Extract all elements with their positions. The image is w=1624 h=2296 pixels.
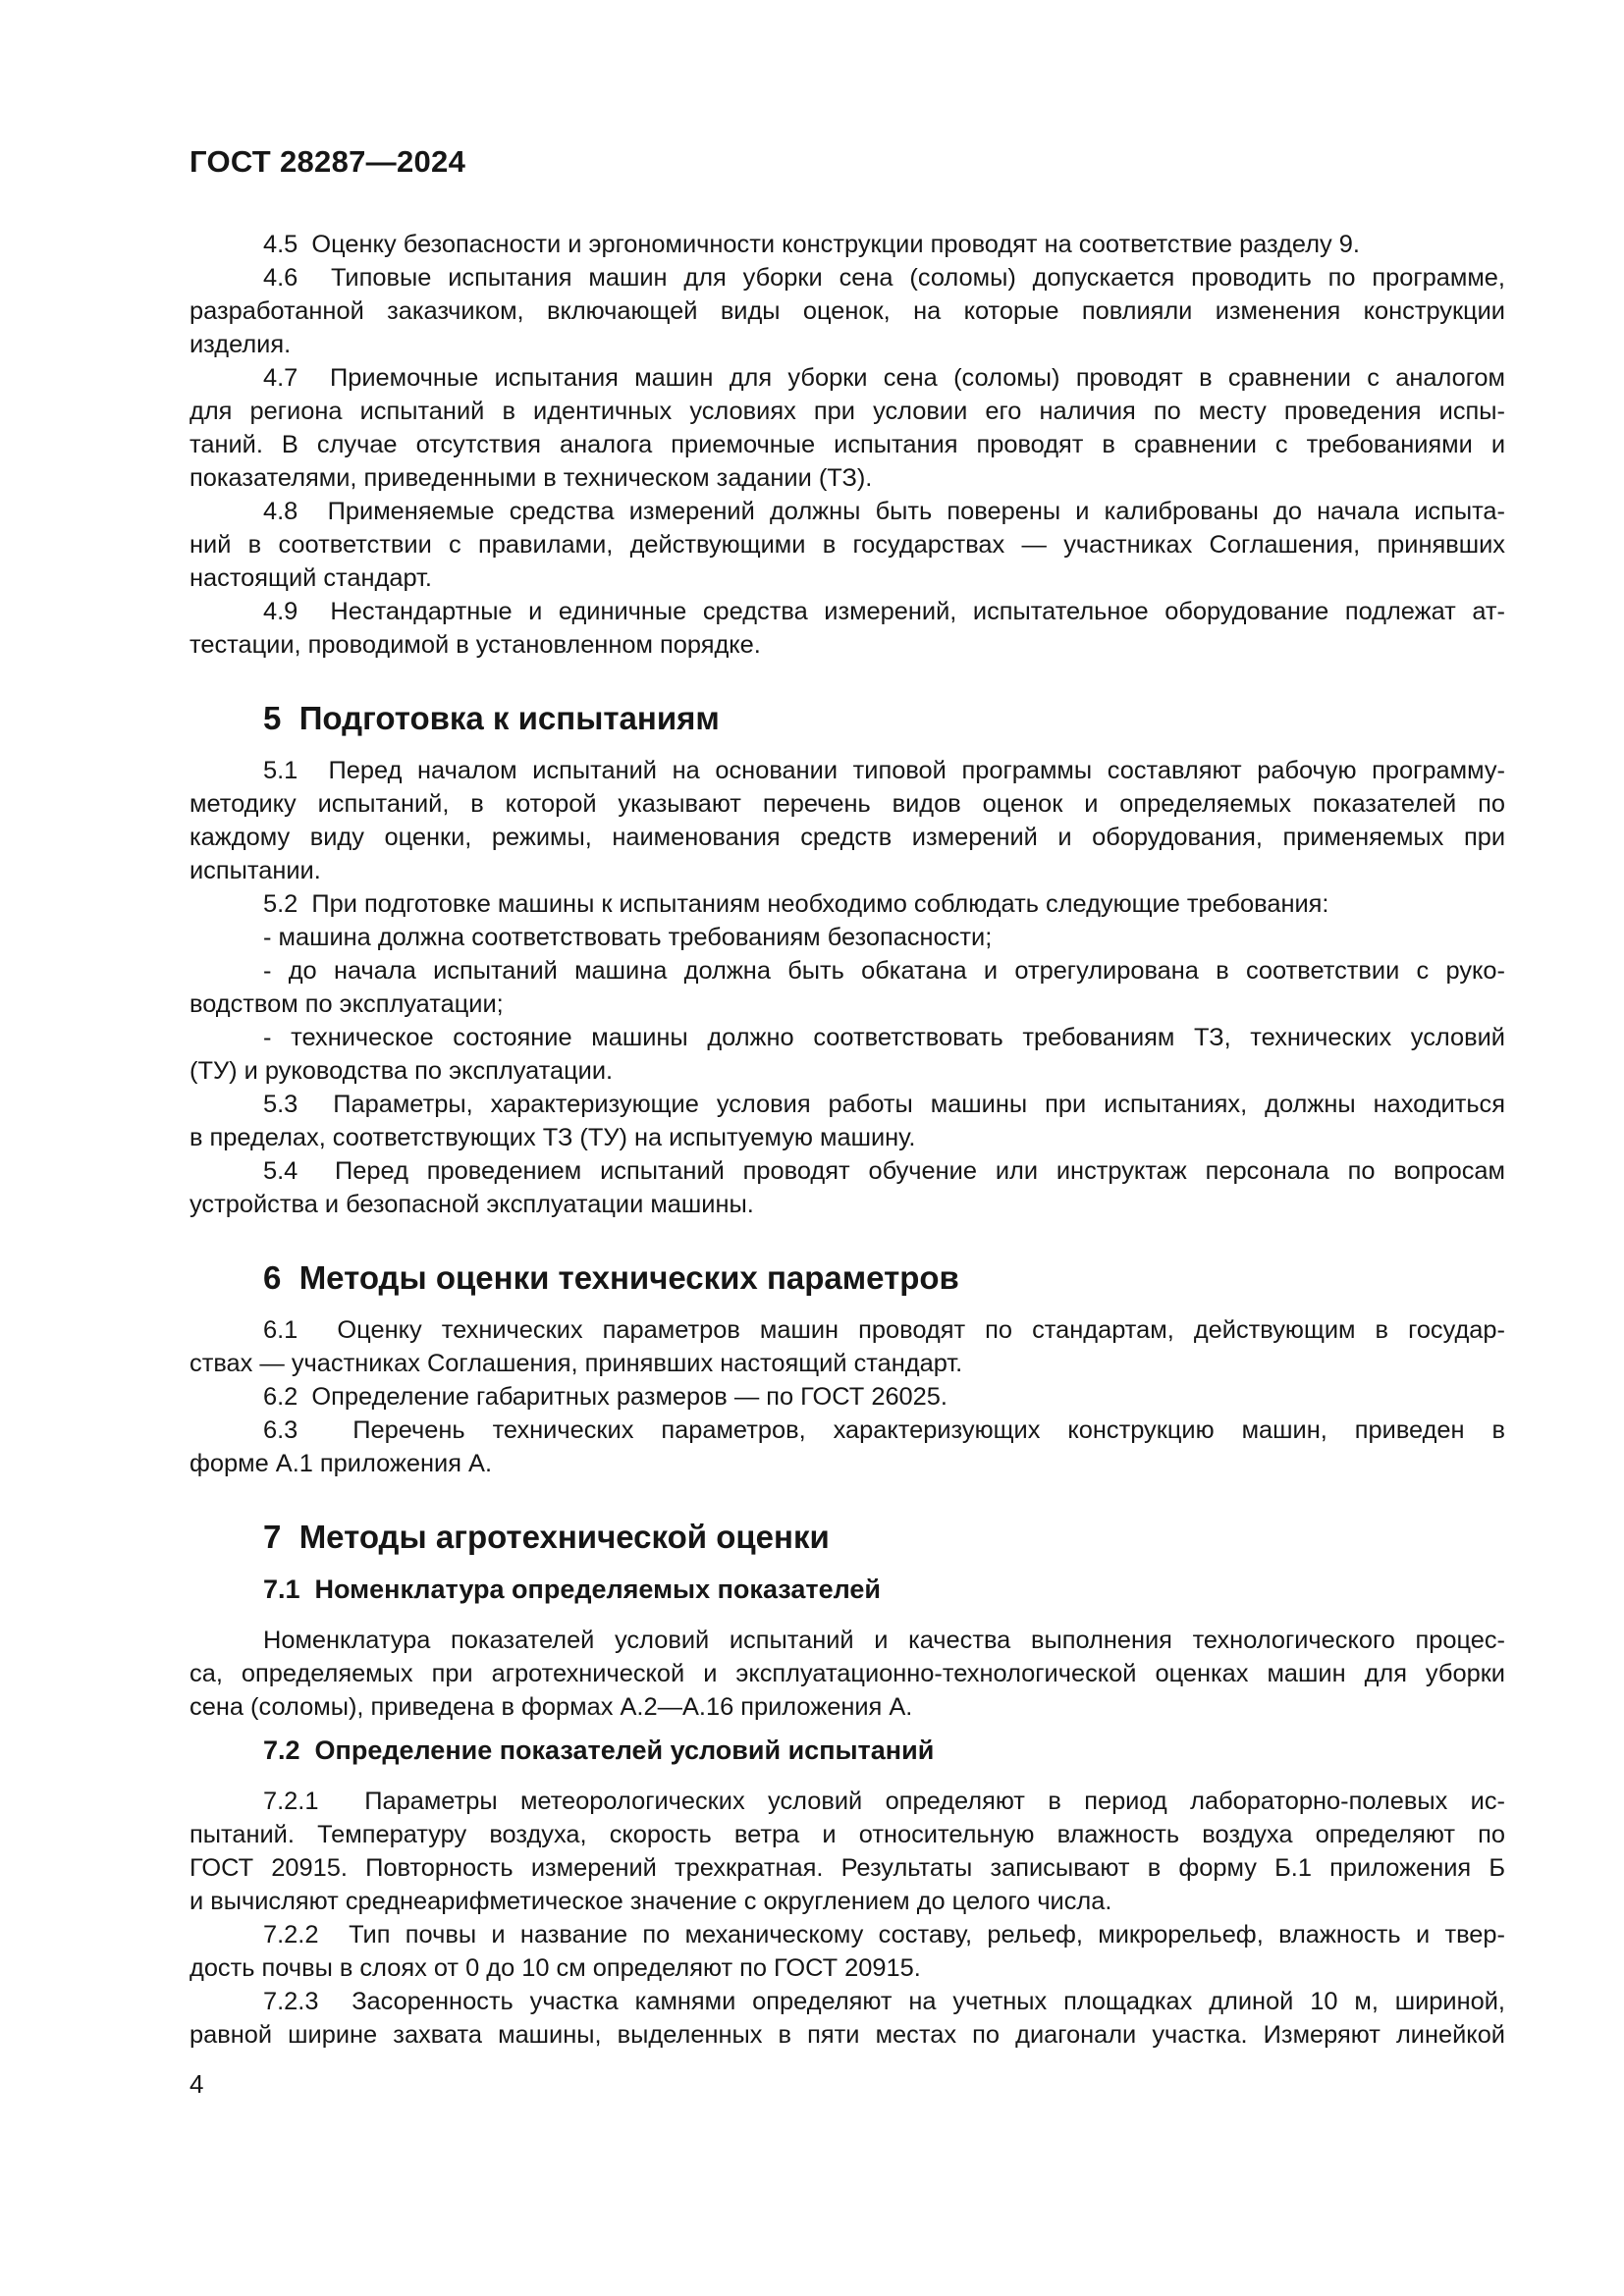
- paragraph-line: таний. В случае отсутствия аналога приемочные испытания проводят в сравнении с требованиями и: [189, 431, 1505, 458]
- paragraph: [189, 887, 1505, 921]
- paragraph: [189, 595, 1505, 662]
- paragraph: [189, 754, 1505, 887]
- paragraph-line: тестации, проводимой в установленном порядке.: [189, 631, 761, 659]
- subsection-heading: 7.2 Определение показателей условий испытаний: [263, 1735, 935, 1765]
- paragraph-line: равной ширине захвата машины, выделенных в пяти местах по диагонали участка. Измеряют линейкой: [189, 2021, 1505, 2049]
- paragraph-line: 6.3 Перечень технических параметров, характеризующих конструкцию машин, приведен в: [263, 1416, 1505, 1444]
- paragraph-line: ствах — участниках Соглашения, принявших настоящий стандарт.: [189, 1350, 963, 1377]
- paragraph-line: настоящий стандарт.: [189, 564, 432, 592]
- subsection-heading: 7.1 Номенклатура определяемых показателей: [263, 1575, 882, 1604]
- paragraph-line: (ТУ) и руководства по эксплуатации.: [189, 1057, 614, 1085]
- paragraph-line: разработанной заказчиком, включающей виды оценок, на которые повлияли изменения конструкции: [189, 297, 1505, 325]
- paragraph-line: каждому виду оценки, режимы, наименования средств измерений и оборудования, применяемых при: [189, 824, 1505, 851]
- paragraph-line: для региона испытаний в идентичных условиях при условии его наличия по месту проведения испы-: [189, 398, 1505, 425]
- paragraph-line: са, определяемых при агротехнической и эксплуатационно-технологической оценках машин для уборки: [189, 1660, 1505, 1687]
- paragraph: [189, 1021, 1505, 1088]
- paragraph-line: водством по эксплуатации;: [189, 990, 504, 1018]
- paragraph-line: 5.4 Перед проведением испытаний проводят обучение или инструктаж персонала по вопросам: [263, 1157, 1505, 1185]
- paragraph-line: 4.8 Применяемые средства измерений должны быть поверены и калиброваны до начала испыта-: [263, 498, 1505, 525]
- paragraph-line: изделия.: [189, 331, 292, 358]
- paragraph-line: 7.2.3 Засоренность участка камнями определяют на учетных площадках длиной 10 м, шириной,: [263, 1988, 1505, 2015]
- paragraph: [189, 1624, 1505, 1724]
- page-number: 4: [189, 2069, 204, 2099]
- paragraph-line: и вычисляют среднеарифметическое значение с округлением до целого числа.: [189, 1888, 1112, 1915]
- paragraph: [189, 1313, 1505, 1380]
- paragraph: [189, 228, 1505, 261]
- paragraph-line: форме А.1 приложения А.: [189, 1450, 493, 1477]
- paragraph-line: 6.2 Определение габаритных размеров — по ГОСТ 26025.: [263, 1383, 947, 1411]
- paragraph-line: ГОСТ 20915. Повторность измерений трехкратная. Результаты записывают в форму Б.1 приложения Б: [189, 1854, 1505, 1882]
- paragraph: [189, 954, 1505, 1021]
- section-heading: 5 Подготовка к испытаниям: [263, 700, 720, 736]
- paragraph-line: - до начала испытаний машина должна быть обкатана и отрегулирована в соответствии с руко-: [263, 957, 1505, 985]
- paragraph: [189, 1088, 1505, 1154]
- paragraph: [189, 261, 1505, 361]
- paragraph-line: ний в соответствии с правилами, действующими в государствах — участниках Соглашения, принявших: [189, 531, 1505, 559]
- document-header-standard-number: ГОСТ 28287—2024: [189, 144, 466, 179]
- paragraph-line: испытании.: [189, 857, 321, 884]
- paragraph-line: пытаний. Температуру воздуха, скорость ветра и относительную влажность воздуха определяют по: [189, 1821, 1505, 1848]
- paragraph-line: 5.3 Параметры, характеризующие условия работы машины при испытаниях, должны находиться: [263, 1091, 1505, 1118]
- paragraph-line: в пределах, соответствующих ТЗ (ТУ) на испытуемую машину.: [189, 1124, 916, 1151]
- section-heading: 6 Методы оценки технических параметров: [263, 1259, 959, 1296]
- paragraph-line: 7.2.2 Тип почвы и название по механическому составу, рельеф, микрорельеф, влажность и твер-: [263, 1921, 1505, 1949]
- paragraph: [189, 1785, 1505, 1918]
- paragraph-line: устройства и безопасной эксплуатации машины.: [189, 1191, 754, 1218]
- paragraph-line: 5.1 Перед началом испытаний на основании типовой программы составляют рабочую программу-: [263, 757, 1505, 784]
- paragraph-line: методику испытаний, в которой указывают перечень видов оценок и определяемых показателей по: [189, 790, 1505, 818]
- paragraph-line: 4.5 Оценку безопасности и эргономичности конструкции проводят на соответствие разделу 9.: [263, 231, 1360, 258]
- paragraph: [189, 361, 1505, 495]
- paragraph-line: - техническое состояние машины должно соответствовать требованиям ТЗ, технических условий: [263, 1024, 1505, 1051]
- paragraph-line: дость почвы в слоях от 0 до 10 см определяют по ГОСТ 20915.: [189, 1954, 921, 1982]
- paragraph-line: 4.6 Типовые испытания машин для уборки сена (соломы) допускается проводить по программе,: [263, 264, 1505, 292]
- paragraph-line: 4.9 Нестандартные и единичные средства измерений, испытательное оборудование подлежат ат-: [263, 598, 1505, 625]
- paragraph-line: 5.2 При подготовке машины к испытаниям необходимо соблюдать следующие требования:: [263, 890, 1329, 918]
- document-body: [189, 228, 1505, 2052]
- paragraph: [189, 1154, 1505, 1221]
- paragraph: [189, 921, 1505, 954]
- paragraph-line: Номенклатура показателей условий испытаний и качества выполнения технологического процес-: [263, 1627, 1505, 1654]
- paragraph-line: - машина должна соответствовать требованиям безопасности;: [263, 924, 993, 951]
- paragraph-line: 7.2.1 Параметры метеорологических условий определяют в период лабораторно-полевых ис-: [263, 1788, 1505, 1815]
- paragraph-line: показателями, приведенными в техническом задании (ТЗ).: [189, 464, 873, 492]
- paragraph: [189, 1380, 1505, 1414]
- paragraph-line: 4.7 Приемочные испытания машин для уборки сена (соломы) проводят в сравнении с аналогом: [263, 364, 1505, 392]
- paragraph: [189, 495, 1505, 595]
- paragraph: [189, 1985, 1505, 2052]
- paragraph: [189, 1414, 1505, 1480]
- paragraph-line: 6.1 Оценку технических параметров машин проводят по стандартам, действующим в государ-: [263, 1316, 1505, 1344]
- paragraph: [189, 1918, 1505, 1985]
- paragraph-line: сена (соломы), приведена в формах А.2—А.16 приложения А.: [189, 1693, 913, 1721]
- section-heading: 7 Методы агротехнической оценки: [263, 1519, 830, 1555]
